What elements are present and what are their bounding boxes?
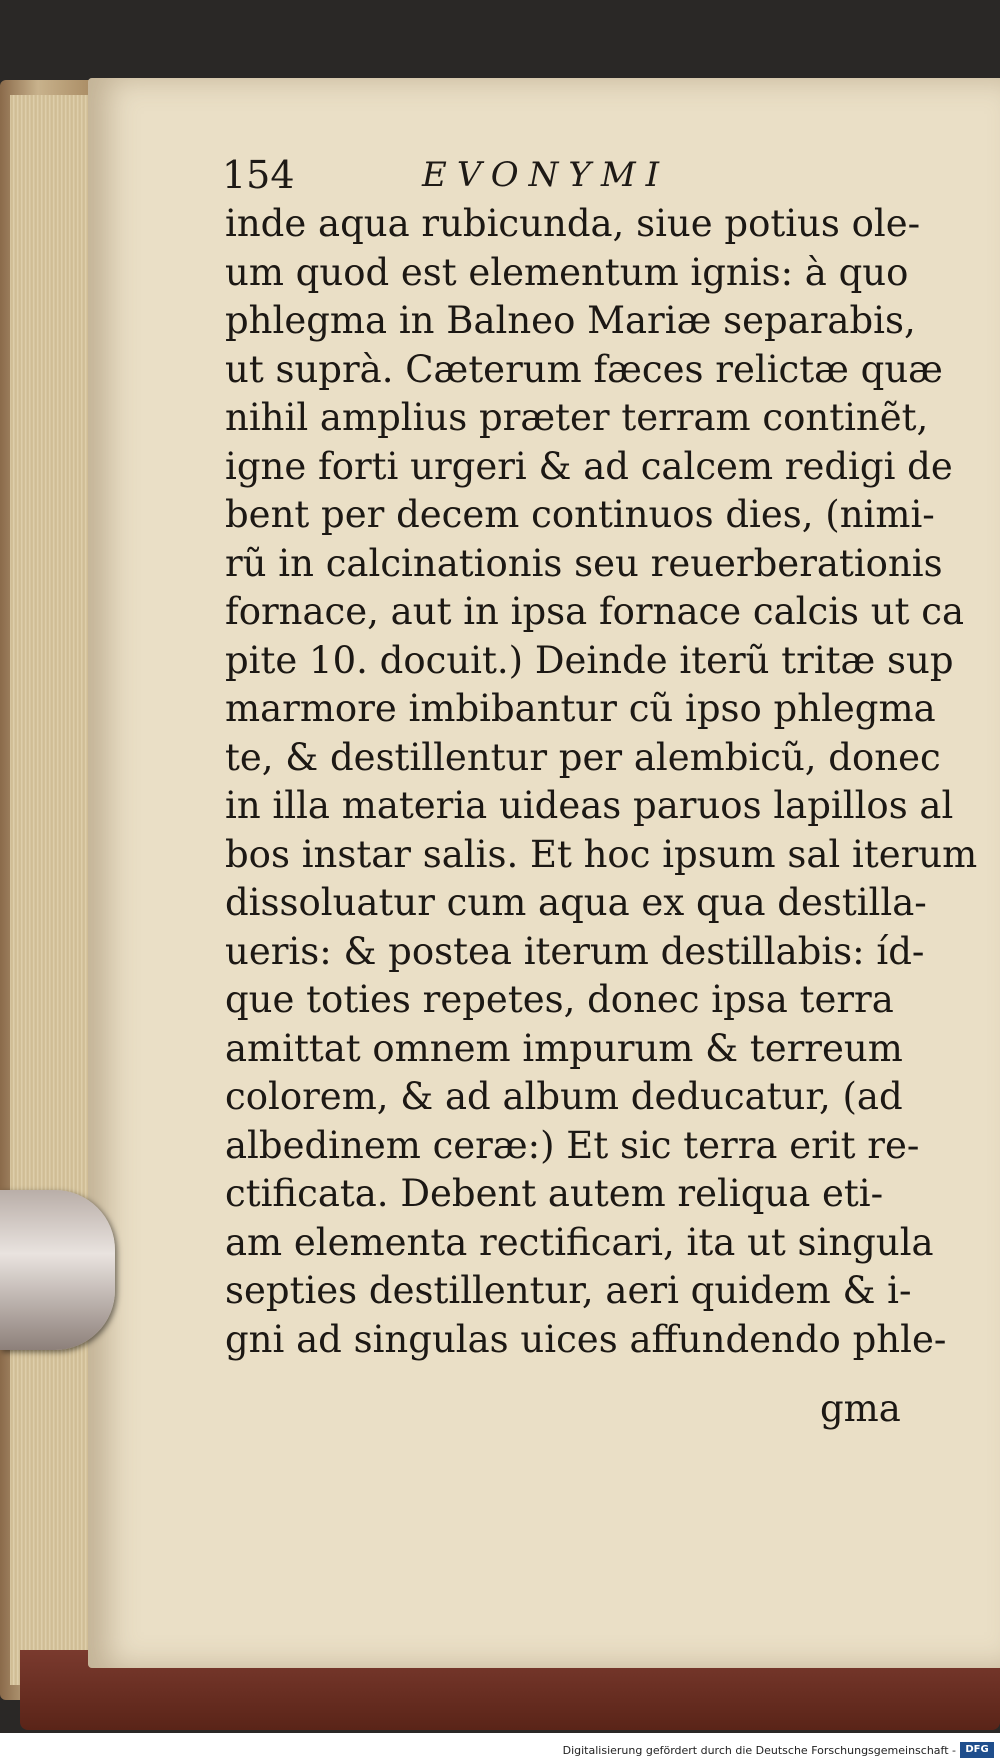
catchword: gma	[820, 1387, 901, 1430]
text-line: ctificata. Debent autem reliqua eti-	[225, 1172, 884, 1215]
footer-bar	[0, 1733, 1000, 1763]
text-line: am elementa rectificari, ita ut singula	[225, 1220, 934, 1264]
text-line: gni ad singulas uices affundendo phle-	[225, 1317, 947, 1361]
text-line: ueris: & postea iterum destillabis: íd-	[225, 929, 925, 973]
text-line: igne forti urgeri & ad calcem redigi de	[225, 444, 953, 488]
text-line: albedinem ceræ:) Et sic terra erit re-	[225, 1123, 920, 1167]
text-line: bos instar salis. Et hoc ipsum sal iterum	[225, 832, 978, 876]
text-line: ut suprà. Cæterum fæces relictæ quæ	[225, 347, 943, 391]
text-line: colorem, & ad album deducatur, (ad	[225, 1075, 903, 1118]
text-line: dissoluatur cum aqua ex qua destilla-	[225, 881, 927, 924]
page-edges	[10, 95, 90, 1685]
funding-note: Digitalisierung gefördert durch die Deutsche Forschungsgemeinschaft -	[562, 1744, 956, 1757]
text-line: marmore imbibantur cũ ipso phlegma	[225, 687, 936, 730]
text-line: pite 10. docuit.) Deinde iterũ tritæ sup	[225, 638, 954, 682]
text-line: que toties repetes, donec ipsa terra	[225, 978, 894, 1021]
text-line: in illa materia uideas paruos lapillos al	[225, 784, 954, 827]
text-line: septies destillentur, aeri quidem & i-	[225, 1269, 912, 1312]
text-line: inde aqua rubicunda, siue potius ole-	[225, 202, 921, 245]
text-line: amittat omnem impurum & terreum	[225, 1026, 903, 1070]
text-line: rũ in calcinationis seu reuerberationis	[225, 541, 943, 585]
page-header	[222, 150, 922, 200]
running-head: EVONYMI	[422, 155, 670, 195]
text-line: bent per decem continuos dies, (nimi-	[225, 493, 935, 536]
body-text	[225, 200, 978, 1364]
text-line: um quod est elementum ignis: à quo	[225, 250, 909, 294]
text-line: phlegma in Balneo Mariæ separabis,	[225, 299, 916, 342]
dfg-logo: DFG	[960, 1742, 994, 1758]
page-number: 154	[222, 153, 295, 197]
text-line: te, & destillentur per alembicũ, donec	[225, 735, 941, 779]
text-line: nihil amplius præter terram continẽt,	[225, 396, 929, 439]
page-clip	[0, 1190, 115, 1350]
text-line: fornace, aut in ipsa fornace calcis ut ca	[225, 590, 965, 633]
